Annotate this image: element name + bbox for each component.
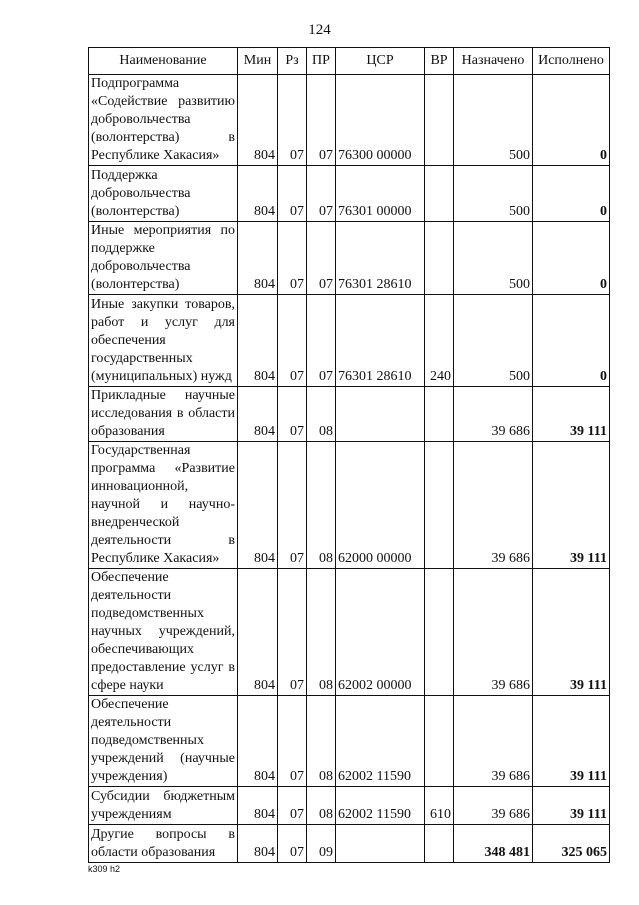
row-assigned: 500 — [454, 222, 533, 295]
row-assigned: 39 686 — [454, 387, 533, 442]
table-row — [89, 569, 610, 696]
row-csr: 62002 00000 — [336, 569, 425, 696]
row-name: Другие вопросы в области образования — [89, 825, 238, 863]
row-name: Иные мероприятия по поддержке добровольчества (волонтерства) — [89, 222, 238, 295]
row-vr: 240 — [425, 295, 454, 387]
row-csr: 62000 00000 — [336, 442, 425, 569]
row-pr: 08 — [307, 787, 336, 825]
row-assigned: 39 686 — [454, 787, 533, 825]
row-min: 804 — [238, 569, 278, 696]
row-min: 804 — [238, 442, 278, 569]
row-name: Иные закупки товаров, работ и услуг для обеспечения государственных (муниципальных) нужд — [89, 295, 238, 387]
row-assigned: 39 686 — [454, 696, 533, 787]
row-executed: 0 — [533, 75, 610, 166]
row-rz: 07 — [278, 75, 307, 166]
header-rz: Рз — [278, 48, 307, 75]
table-row — [89, 387, 610, 442]
row-csr — [336, 825, 425, 863]
header-min: Мин — [238, 48, 278, 75]
header-executed: Исполнено — [533, 48, 610, 75]
row-min: 804 — [238, 75, 278, 166]
row-name: Обеспечение деятельности подведомственных учреждений (научные учреждения) — [89, 696, 238, 787]
header-assigned: Назначено — [454, 48, 533, 75]
header-name: Наименование — [89, 48, 238, 75]
row-executed: 39 111 — [533, 569, 610, 696]
row-pr: 08 — [307, 387, 336, 442]
page-number: 124 — [308, 22, 331, 38]
row-name: Прикладные научные исследования в области образования — [89, 387, 238, 442]
row-min: 804 — [238, 166, 278, 222]
row-assigned: 39 686 — [454, 442, 533, 569]
row-rz: 07 — [278, 222, 307, 295]
row-pr: 07 — [307, 222, 336, 295]
table-row — [89, 295, 610, 387]
footer-code: k309 h2 — [88, 864, 121, 874]
table-row — [89, 442, 610, 569]
row-vr — [425, 387, 454, 442]
table-row — [89, 825, 610, 863]
row-csr: 76300 00000 — [336, 75, 425, 166]
row-vr — [425, 825, 454, 863]
row-name: Поддержка добровольчества (волонтерства) — [89, 166, 238, 222]
row-rz: 07 — [278, 166, 307, 222]
row-pr: 08 — [307, 442, 336, 569]
row-assigned: 39 686 — [454, 569, 533, 696]
row-vr — [425, 166, 454, 222]
row-vr: 610 — [425, 787, 454, 825]
row-executed: 325 065 — [533, 825, 610, 863]
row-pr: 08 — [307, 696, 336, 787]
row-name: Обеспечение деятельности подведомственных научных учреждений, обеспечивающих предоставление услуг в сфере науки — [89, 569, 238, 696]
row-csr: 76301 28610 — [336, 295, 425, 387]
row-min: 804 — [238, 222, 278, 295]
row-name: Подпрограмма «Содействие развитию добровольчества (волонтерства) в Республике Хакасия» — [89, 75, 238, 166]
row-vr — [425, 75, 454, 166]
row-vr — [425, 222, 454, 295]
row-pr: 07 — [307, 295, 336, 387]
row-pr: 07 — [307, 166, 336, 222]
row-assigned: 500 — [454, 166, 533, 222]
row-assigned: 500 — [454, 75, 533, 166]
row-pr: 07 — [307, 75, 336, 166]
row-executed: 0 — [533, 222, 610, 295]
row-vr — [425, 442, 454, 569]
table-row — [89, 222, 610, 295]
row-executed: 0 — [533, 166, 610, 222]
row-csr: 62002 11590 — [336, 696, 425, 787]
table-row — [89, 787, 610, 825]
header-vr: ВР — [425, 48, 454, 75]
header-row — [89, 48, 610, 75]
row-executed: 39 111 — [533, 442, 610, 569]
row-name: Государственная программа «Развитие инновационной, научной и научно-внедренческой деятельности в Республике Хакасия» — [89, 442, 238, 569]
row-executed: 39 111 — [533, 787, 610, 825]
row-rz: 07 — [278, 442, 307, 569]
budget-table — [88, 47, 610, 863]
row-rz: 07 — [278, 387, 307, 442]
row-name: Субсидии бюджетным учреждениям — [89, 787, 238, 825]
row-min: 804 — [238, 387, 278, 442]
row-rz: 07 — [278, 696, 307, 787]
row-rz: 07 — [278, 825, 307, 863]
row-csr: 62002 11590 — [336, 787, 425, 825]
row-executed: 39 111 — [533, 387, 610, 442]
header-csr: ЦСР — [336, 48, 425, 75]
row-min: 804 — [238, 787, 278, 825]
row-min: 804 — [238, 295, 278, 387]
row-csr: 76301 00000 — [336, 166, 425, 222]
row-csr — [336, 387, 425, 442]
row-executed: 39 111 — [533, 696, 610, 787]
row-pr: 08 — [307, 569, 336, 696]
row-pr: 09 — [307, 825, 336, 863]
table-row — [89, 75, 610, 166]
row-vr — [425, 696, 454, 787]
row-rz: 07 — [278, 787, 307, 825]
row-executed: 0 — [533, 295, 610, 387]
header-pr: ПР — [307, 48, 336, 75]
row-assigned: 500 — [454, 295, 533, 387]
table-row — [89, 696, 610, 787]
row-assigned: 348 481 — [454, 825, 533, 863]
row-min: 804 — [238, 696, 278, 787]
row-csr: 76301 28610 — [336, 222, 425, 295]
row-rz: 07 — [278, 295, 307, 387]
table-row — [89, 166, 610, 222]
row-min: 804 — [238, 825, 278, 863]
row-rz: 07 — [278, 569, 307, 696]
row-vr — [425, 569, 454, 696]
